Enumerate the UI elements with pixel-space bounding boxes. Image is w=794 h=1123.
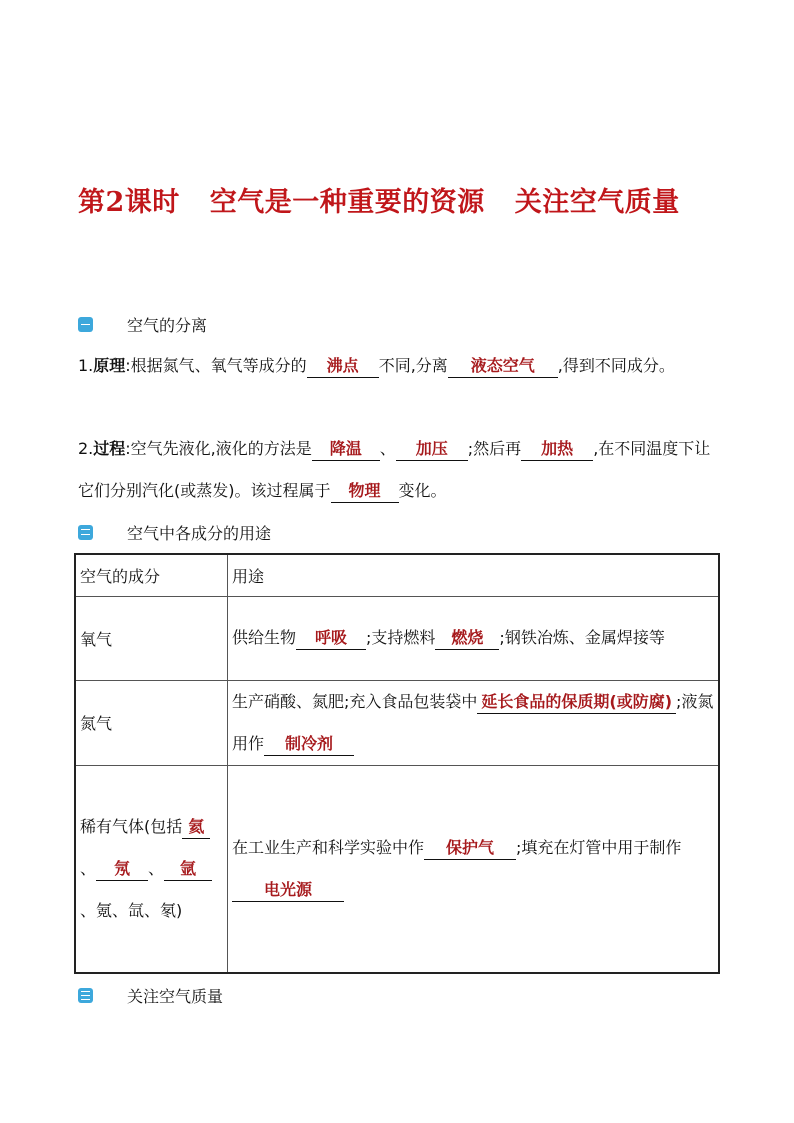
answer-blank: 物理	[331, 480, 399, 503]
title-subtopic: 关注空气质量	[514, 187, 680, 218]
answer-blank: 延长食品的保质期(或防腐)	[477, 691, 676, 714]
section-heading-3	[78, 983, 223, 1007]
section-label: 空气中各成分的用途	[127, 523, 272, 543]
answer-blank: 制冷剂	[264, 733, 354, 756]
process-paragraph: 2.过程:空气先液化,液化的方法是 降温 、 加压 ;然后再 加热 ,在不同温度下让它们分别汽化(或蒸发)。该过程属于 物理 变化。	[78, 428, 724, 512]
answer-blank: 液态空气	[448, 355, 558, 378]
use-rare-gases: 在工业生产和科学实验中作 保护气 ;填充在灯管中用于制作电光源	[228, 765, 720, 973]
table-header-row	[75, 554, 719, 596]
table-row	[75, 680, 719, 765]
answer-blank: 保护气	[424, 837, 516, 860]
section-heading-2	[78, 520, 271, 544]
answer-blank: 氩	[164, 858, 212, 881]
answer-blank: 降温	[312, 438, 380, 461]
process-label: 过程	[93, 439, 126, 458]
answer-blank: 氦	[182, 816, 210, 839]
header-component: 空气的成分	[75, 554, 228, 596]
header-use: 用途	[228, 554, 720, 596]
answer-blank: 氖	[96, 858, 148, 881]
answer-blank: 沸点	[307, 355, 379, 378]
section-one-icon	[78, 317, 93, 332]
page-title	[78, 180, 758, 219]
component-oxygen: 氧气	[75, 596, 228, 680]
answer-blank: 电光源	[232, 879, 344, 902]
title-topic: 空气是一种重要的资源	[209, 187, 485, 218]
section-three-icon	[78, 988, 93, 1003]
lesson-number: 第2课时	[78, 187, 180, 218]
answer-blank: 呼吸	[296, 627, 366, 650]
component-rare-gases: 稀有气体(包括 氦、 氖 、 氩、氪、氙、氡)	[75, 765, 228, 973]
answer-blank: 燃烧	[435, 627, 499, 650]
principle-paragraph: 1.原理:根据氮气、氧气等成分的 沸点 不同,分离 液态空气 ,得到不同成分。	[78, 345, 724, 387]
component-nitrogen: 氮气	[75, 680, 228, 765]
section-label: 关注空气质量	[127, 986, 224, 1006]
use-nitrogen: 生产硝酸、氮肥;充入食品包装袋中 延长食品的保质期(或防腐) ;液氮用作 制冷剂	[228, 680, 720, 765]
table-row	[75, 596, 719, 680]
use-oxygen: 供给生物 呼吸 ;支持燃料 燃烧 ;钢铁冶炼、金属焊接等	[228, 596, 720, 680]
table-row	[75, 765, 719, 973]
principle-label: 原理	[93, 356, 126, 375]
answer-blank: 加压	[396, 438, 468, 461]
air-component-uses-table	[74, 553, 720, 974]
answer-blank: 加热	[521, 438, 593, 461]
section-heading-1	[78, 312, 207, 336]
section-label: 空气的分离	[127, 315, 208, 335]
section-two-icon	[78, 525, 93, 540]
